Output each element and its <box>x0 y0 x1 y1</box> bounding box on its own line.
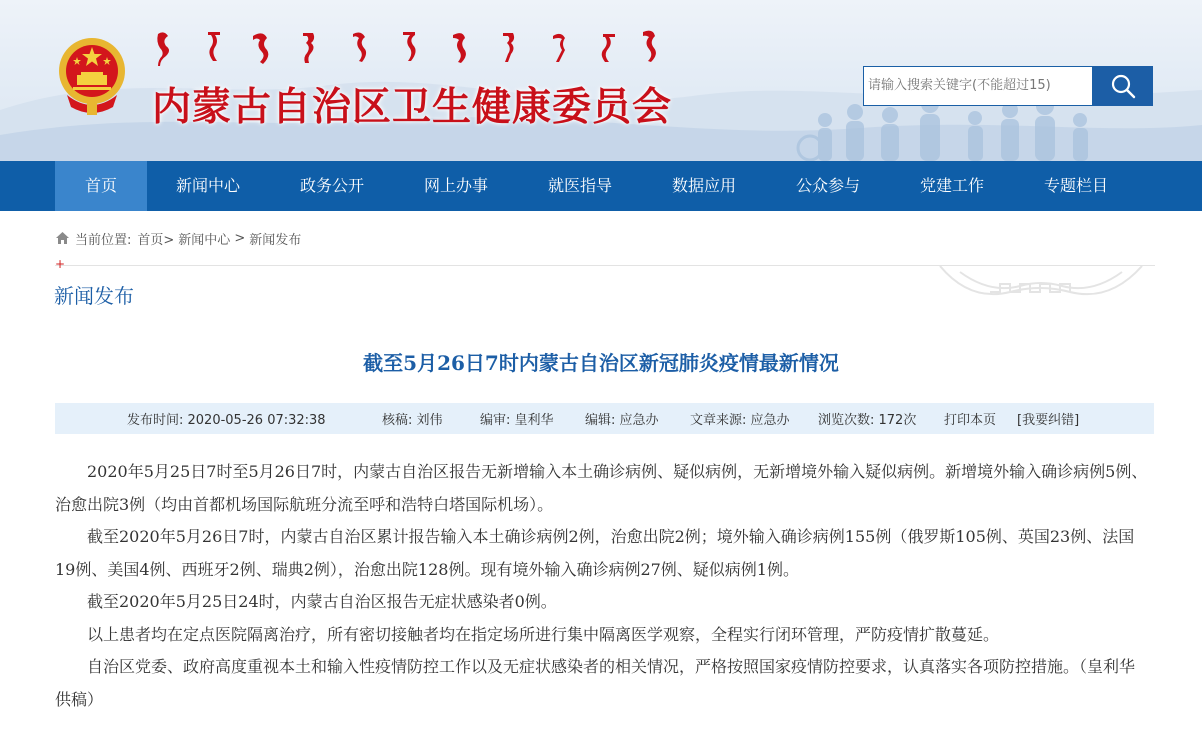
site-header <box>0 0 1202 161</box>
meta-source: 文章来源: 应急办 <box>690 413 790 428</box>
search-input[interactable]: 请输入搜索关键字(不能超过15) <box>863 66 1093 106</box>
nav-item-special-topics[interactable]: 专题栏目 <box>1043 176 1108 195</box>
nav-item-data-applications[interactable]: 数据应用 <box>671 176 736 195</box>
article-paragraph: 自治区党委、政府高度重视本土和输入性疫情防控工作以及无症状感染者的相关情况，严格按照国家疫情防控要求，认真落实各项防控措施。（皇利华 供稿） <box>55 657 1136 709</box>
meta-views: 浏览次数: 172次 <box>818 413 917 428</box>
article-paragraph: 2020年5月25日7时至5月26日7时，内蒙古自治区报告无新增输入本土确诊病例、疑似病例，无新增境外输入疑似病例。新增境外输入确诊病例5例、治愈出院3例（均由首都机场国际航班分流至呼和浩特白塔国际机场）。 <box>55 462 1148 514</box>
home-icon <box>55 231 70 245</box>
mongolian-script-title <box>153 28 665 66</box>
article-paragraph: 截至2020年5月26日7时，内蒙古自治区累计报告输入本土确诊病例2例，治愈出院2例；境外输入确诊病例155例（俄罗斯105例、英国23例、法国19例、美国4例、西班牙2例、瑞典2例），治愈出院128例。现有境外输入确诊病例27例、疑似病例1例。 <box>55 527 1135 579</box>
nav-item-medical-guide[interactable]: 就医指导 <box>547 176 612 195</box>
decorative-pattern <box>930 262 1152 306</box>
nav-item-news-center[interactable]: 新闻中心 <box>175 176 240 195</box>
article-body <box>55 456 1154 716</box>
breadcrumb-separator: > <box>234 230 246 246</box>
main-nav <box>0 161 1202 211</box>
nav-item-government-affairs[interactable]: 政务公开 <box>299 176 364 195</box>
nav-item-party-building[interactable]: 党建工作 <box>919 176 984 195</box>
breadcrumb <box>55 228 301 248</box>
article-paragraph: 截至2020年5月25日24时，内蒙古自治区报告无症状感染者0例。 <box>87 592 557 611</box>
report-error-link[interactable]: [我要纠错] <box>1017 413 1080 428</box>
breadcrumb-link-news-center[interactable]: 新闻中心 <box>178 232 231 248</box>
print-page-link[interactable]: 打印本页 <box>944 413 997 428</box>
national-emblem-icon <box>55 35 130 117</box>
nav-item-online-services[interactable]: 网上办事 <box>423 176 488 195</box>
breadcrumb-prefix: 当前位置: <box>75 232 132 248</box>
search-icon <box>1110 73 1136 99</box>
meta-author: 核稿: 刘伟 <box>382 413 443 428</box>
nav-item-public-participation[interactable]: 公众参与 <box>795 176 860 195</box>
meta-editor: 编辑: 应急办 <box>585 413 659 428</box>
nav-item-home[interactable]: 首页 <box>55 161 147 211</box>
meta-reviewer: 编审: 皇利华 <box>480 413 554 428</box>
search-button[interactable] <box>1093 66 1153 106</box>
section-marker: + <box>55 257 66 271</box>
section-title: 新闻发布 <box>54 284 134 308</box>
meta-publish-time: 发布时间: 2020-05-26 07:32:38 <box>127 413 326 428</box>
breadcrumb-link-home[interactable]: 首页> <box>137 232 175 248</box>
article-paragraph: 以上患者均在定点医院隔离治疗，所有密切接触者均在指定场所进行集中隔离医学观察，全程实行闭环管理，严防疫情扩散蔓延。 <box>87 624 1000 644</box>
site-title: 内蒙古自治区卫生健康委员会 <box>152 85 673 130</box>
article-meta-bar <box>55 403 1154 434</box>
breadcrumb-current[interactable]: 新闻发布 <box>249 232 302 248</box>
article-title: 截至5月26日7时内蒙古自治区新冠肺炎疫情最新情况 <box>363 351 839 375</box>
